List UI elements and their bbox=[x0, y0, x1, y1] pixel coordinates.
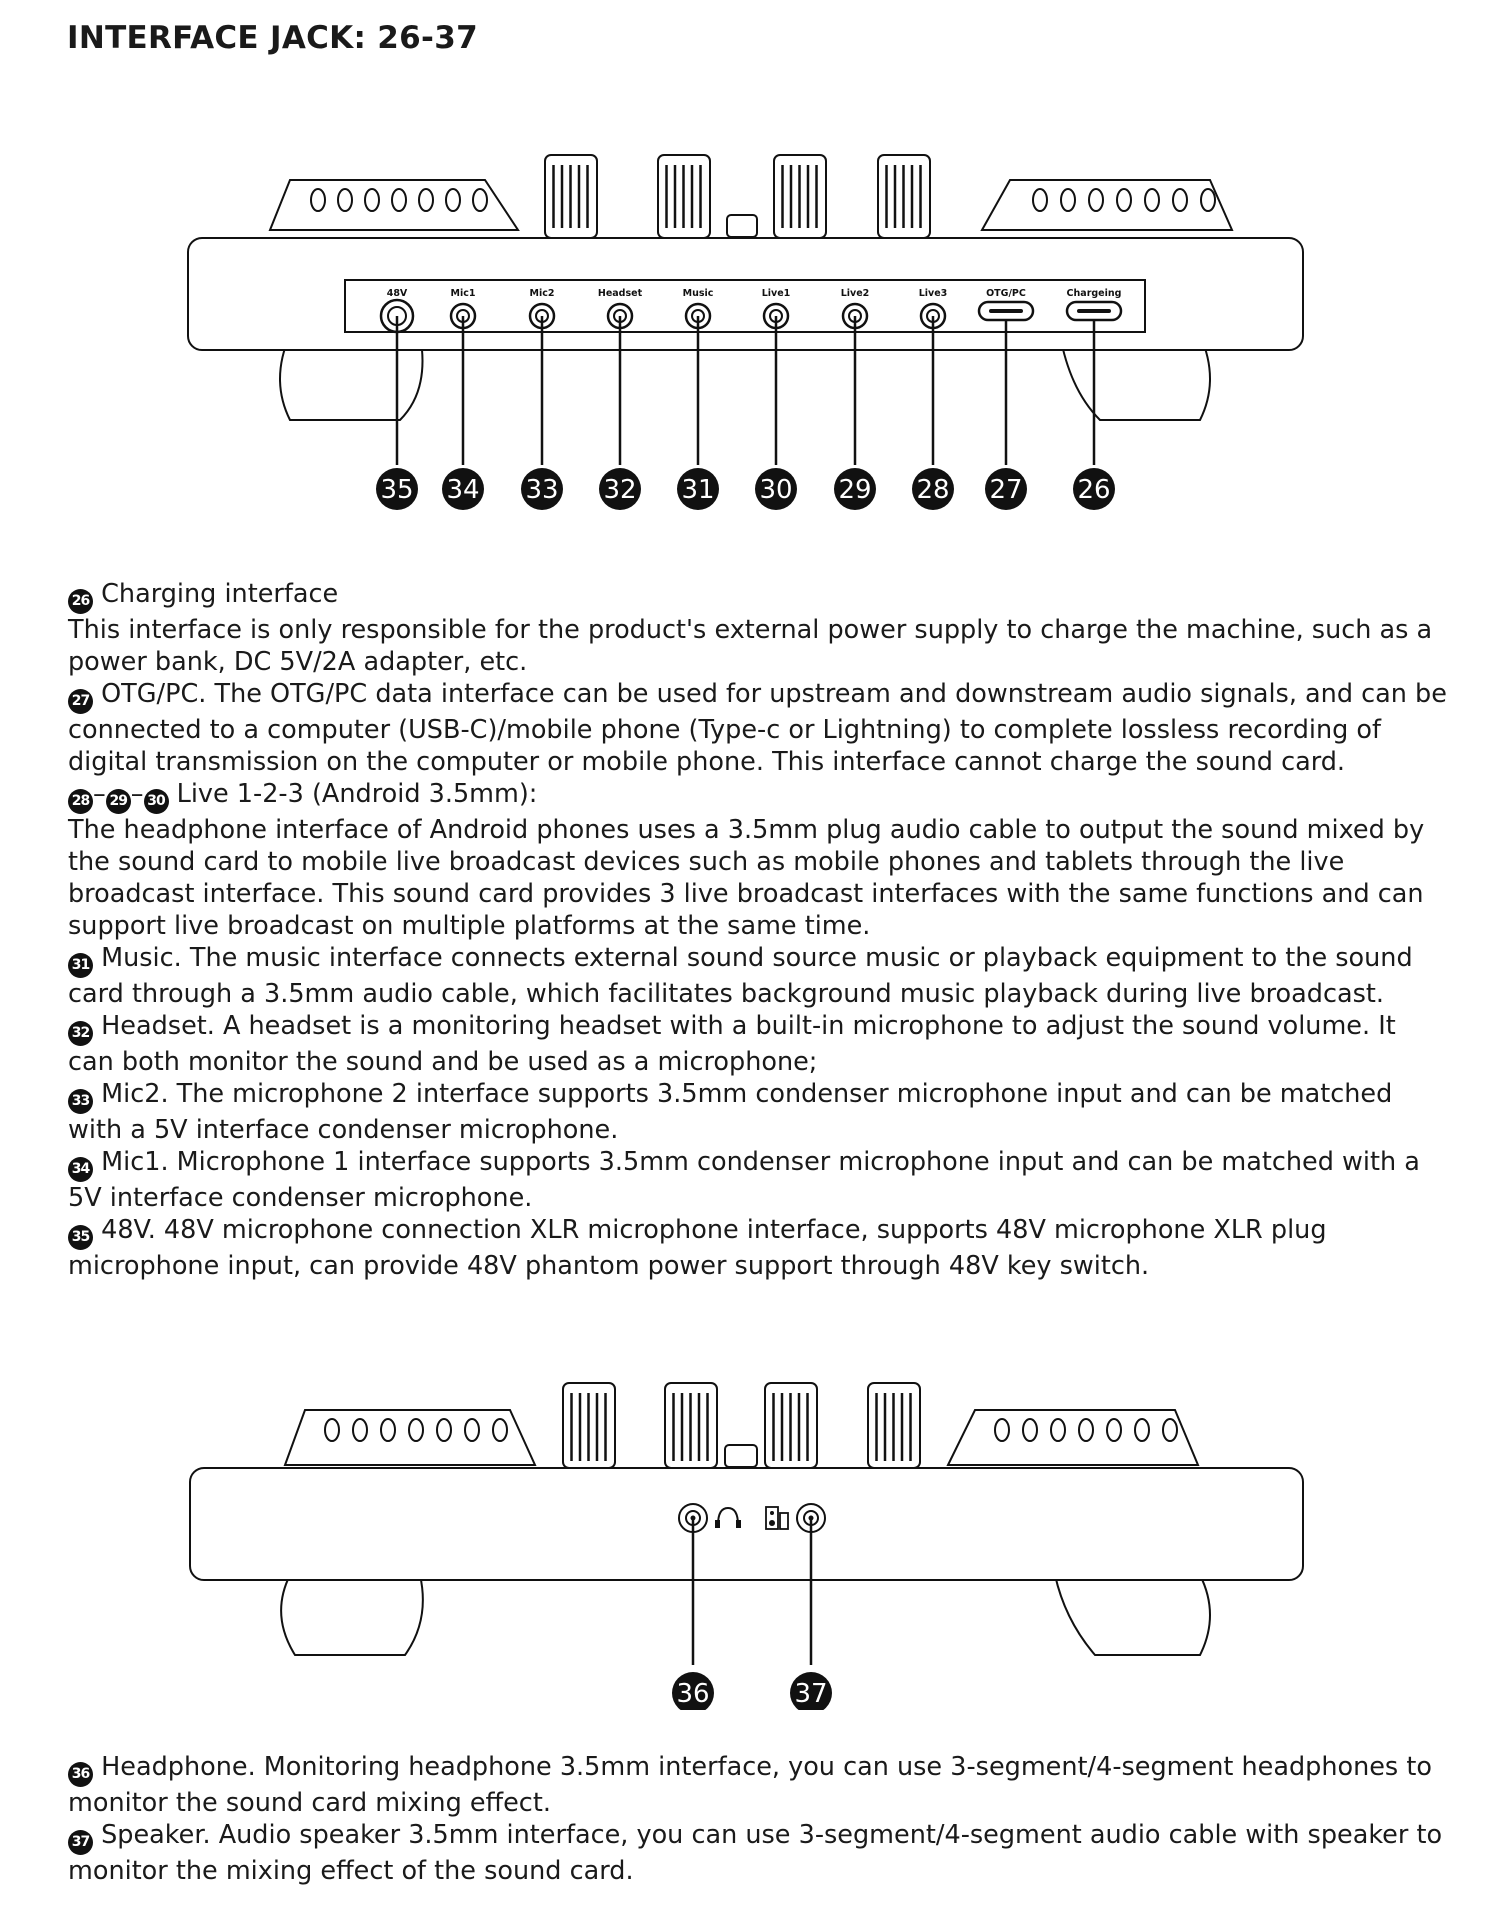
callout-36 bbox=[672, 1672, 714, 1710]
callout-number: 26 bbox=[1077, 475, 1111, 505]
grille-hole bbox=[1163, 1419, 1177, 1441]
grille-hole bbox=[995, 1419, 1009, 1441]
port-label: OTG/PC bbox=[986, 288, 1026, 299]
device-body bbox=[190, 1468, 1303, 1580]
description-text: Headphone. Monitoring headphone 3.5mm interface, you can use 3-segment/4-segment headphones to monitor the sound card mixing effect. bbox=[68, 1752, 1432, 1818]
callout-number: 35 bbox=[380, 475, 414, 505]
grille-hole bbox=[325, 1419, 339, 1441]
grille-hole bbox=[1079, 1419, 1093, 1441]
grille-hole bbox=[1135, 1419, 1149, 1441]
description-text: Mic2. The microphone 2 interface supports 3.5mm condenser microphone input and can be matched with a 5V interface condenser microphone. bbox=[68, 1079, 1393, 1145]
description-text: Mic1. Microphone 1 interface supports 3.5mm condenser microphone input and can be matched with a 5V interface condenser microphone. bbox=[68, 1147, 1420, 1213]
description-paragraph bbox=[68, 614, 1448, 678]
description-text: Live 1-2-3 (Android 3.5mm): bbox=[176, 779, 538, 809]
port-label: Live1 bbox=[761, 288, 791, 299]
svg-text:36: 36 bbox=[676, 1679, 710, 1709]
grille-hole bbox=[1061, 189, 1075, 211]
grille-hole bbox=[392, 189, 406, 211]
description-paragraph bbox=[68, 1146, 1448, 1214]
callout-number: 31 bbox=[681, 475, 715, 505]
front-panel-diagram bbox=[0, 130, 1494, 520]
grille-hole bbox=[1107, 1419, 1121, 1441]
description-text: Speaker. Audio speaker 3.5mm interface, you can use 3-segment/4-segment audio cable with speaker to monitor the mixing effect of the sound card. bbox=[68, 1820, 1443, 1886]
grille-hole bbox=[365, 189, 379, 211]
port-label: Mic2 bbox=[529, 288, 555, 299]
callout-number: 33 bbox=[525, 475, 559, 505]
description-paragraph bbox=[68, 578, 1448, 614]
right-speaker-grille bbox=[982, 180, 1232, 230]
callout-number: 32 bbox=[603, 475, 637, 505]
number-badge: 34 bbox=[68, 1157, 93, 1182]
description-text: Music. The music interface connects external sound source music or playback equipment to the sound card through a 3.5mm audio cable, which facilitates background music playback during live broadcast. bbox=[68, 943, 1413, 1009]
grille-hole bbox=[338, 189, 352, 211]
description-paragraph bbox=[68, 814, 1448, 942]
knobs bbox=[545, 155, 930, 238]
back-port-descriptions bbox=[68, 1751, 1448, 1887]
grille-hole bbox=[465, 1419, 479, 1441]
number-badge: 32 bbox=[68, 1021, 93, 1046]
grille-hole bbox=[409, 1419, 423, 1441]
grille-hole bbox=[1201, 189, 1215, 211]
callout-37 bbox=[790, 1672, 832, 1710]
description-paragraph bbox=[68, 1010, 1448, 1078]
callout-number: 34 bbox=[446, 475, 480, 505]
grille-hole bbox=[493, 1419, 507, 1441]
grille-hole bbox=[1033, 189, 1047, 211]
grille-hole bbox=[1173, 189, 1187, 211]
callout-number: 29 bbox=[838, 475, 872, 505]
number-badge: 27 bbox=[68, 689, 93, 714]
description-paragraph bbox=[68, 1078, 1448, 1146]
description-text: 48V. 48V microphone connection XLR microphone interface, supports 48V microphone XLR plug microphone input, can provide 48V phantom power support through 48V key switch. bbox=[68, 1215, 1327, 1281]
description-paragraph bbox=[68, 1751, 1448, 1819]
grille-hole bbox=[353, 1419, 367, 1441]
grille-hole bbox=[1051, 1419, 1065, 1441]
port-label: Mic1 bbox=[450, 288, 476, 299]
grille-hole bbox=[1117, 189, 1131, 211]
number-badge: 33 bbox=[68, 1089, 93, 1114]
port-label: Music bbox=[682, 288, 714, 299]
grille-hole bbox=[311, 189, 325, 211]
number-badge: 36 bbox=[68, 1762, 93, 1787]
callout-number: 30 bbox=[759, 475, 793, 505]
number-badge: 30 bbox=[144, 789, 169, 814]
front-port-descriptions bbox=[68, 578, 1448, 1282]
description-paragraph: 28 – 29 – 30 Live 1-2-3 (Android 3.5mm): bbox=[68, 778, 1448, 814]
number-badge: 29 bbox=[106, 789, 131, 814]
left-speaker-grille bbox=[270, 180, 518, 230]
grille-hole bbox=[419, 189, 433, 211]
port-label: Headset bbox=[597, 288, 643, 299]
grille-hole bbox=[437, 1419, 451, 1441]
description-text: Headset. A headset is a monitoring headset with a built-in microphone to adjust the sound volume. It can both monitor the sound and be used as a microphone; bbox=[68, 1011, 1396, 1077]
number-badge: 37 bbox=[68, 1830, 93, 1855]
left-foot bbox=[281, 1575, 423, 1655]
description-text: This interface is only responsible for the product's external power supply to charge the machine, such as a power bank, DC 5V/2A adapter, etc. bbox=[68, 615, 1433, 677]
description-paragraph bbox=[68, 942, 1448, 1010]
right-foot bbox=[1055, 1575, 1210, 1655]
number-badge: 28 bbox=[68, 789, 93, 814]
grille-hole bbox=[1145, 189, 1159, 211]
grille-hole bbox=[473, 189, 487, 211]
page-title: INTERFACE JACK: 26-37 bbox=[67, 20, 478, 56]
description-text: Charging interface bbox=[101, 579, 339, 609]
number-badge: 26 bbox=[68, 589, 93, 614]
description-paragraph bbox=[68, 678, 1448, 778]
port-label: Live3 bbox=[918, 288, 948, 299]
callout-number: 27 bbox=[989, 475, 1023, 505]
description-paragraph bbox=[68, 1819, 1448, 1887]
knobs bbox=[563, 1383, 920, 1468]
right-speaker-grille bbox=[948, 1410, 1198, 1465]
callout-number: 28 bbox=[916, 475, 950, 505]
number-badge: 31 bbox=[68, 953, 93, 978]
svg-text:37: 37 bbox=[794, 1679, 828, 1709]
grille-hole bbox=[381, 1419, 395, 1441]
description-text: OTG/PC. The OTG/PC data interface can be used for upstream and downstream audio signals, and can be connected to a computer (USB-C)/mobile phone (Type-c or Lightning) to complete lossless recording of digital transmission on the computer or mobile phone. This interface cannot charge the sound card. bbox=[68, 679, 1447, 777]
port-label: 48V bbox=[386, 288, 408, 299]
grille-hole bbox=[1023, 1419, 1037, 1441]
back-panel-diagram bbox=[0, 1365, 1494, 1710]
port-label: Chargeing bbox=[1066, 288, 1122, 299]
port-label: Live2 bbox=[840, 288, 870, 299]
description-text: The headphone interface of Android phones uses a 3.5mm plug audio cable to output the sound mixed by the sound card to mobile live broadcast devices such as mobile phones and tablets through the live broadcast interface. This sound card provides 3 live broadcast interfaces with the same functions and can support live broadcast on multiple platforms at the same time. bbox=[68, 815, 1425, 941]
number-badge: 35 bbox=[68, 1225, 93, 1250]
grille-hole bbox=[1089, 189, 1103, 211]
left-speaker-grille bbox=[285, 1410, 535, 1465]
grille-hole bbox=[446, 189, 460, 211]
description-paragraph bbox=[68, 1214, 1448, 1282]
